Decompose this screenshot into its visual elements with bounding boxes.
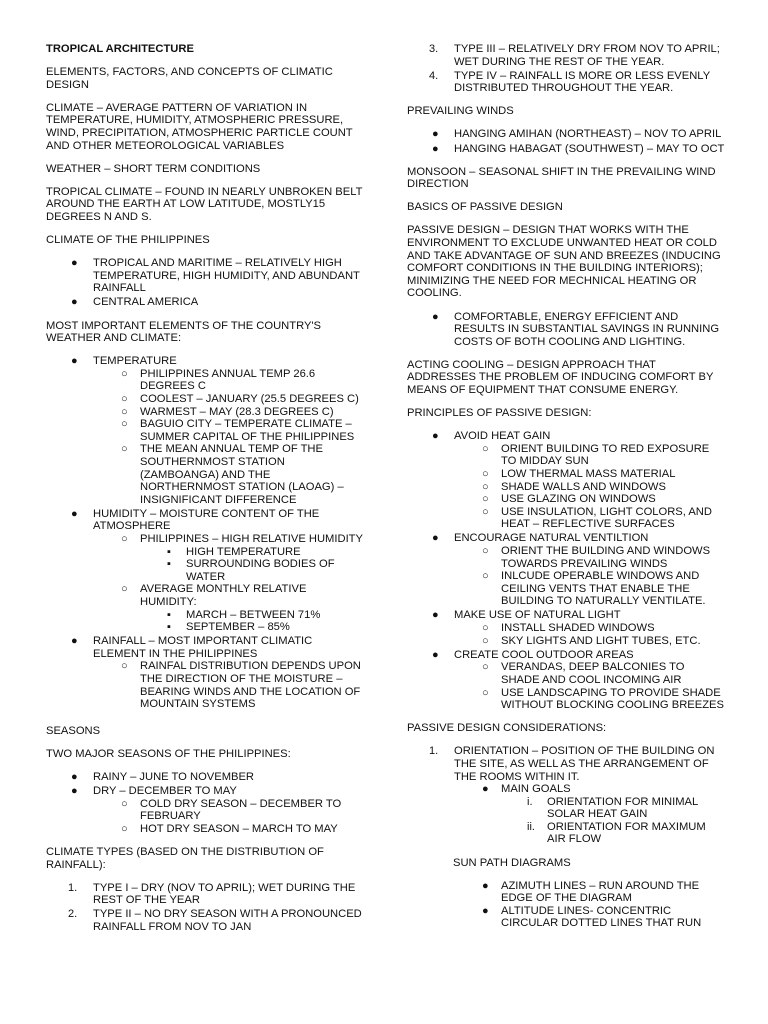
bullet-icon: ● — [71, 296, 78, 309]
list-item: ▪ SURROUNDING BODIES OF WATER — [167, 558, 335, 583]
list-item-natural-light: ● MAKE USE OF NATURAL LIGHT ○ INSTALL SHADED WINDOWS ○ SKY LIGHTS AND LIGHT TUBES, ETC. — [407, 609, 725, 647]
temperature-sublist — [93, 368, 364, 507]
list-item: ▪ MARCH – BETWEEN 71% — [167, 608, 321, 621]
climate-philippines-heading: CLIMATE OF THE PHILIPPINES — [46, 234, 210, 247]
list-number: ii. — [527, 820, 535, 833]
rainfall-sublist — [93, 660, 364, 710]
circle-bullet-icon: ○ — [482, 505, 489, 518]
avoid-heat-sublist — [454, 443, 725, 531]
bullet-icon: ● — [71, 355, 78, 368]
list-item: ● HANGING AMIHAN (NORTHEAST) – NOV TO APRIL — [432, 128, 722, 141]
list-item: ● COMFORTABLE, ENERGY EFFICIENT AND RESULTS IN SUBSTANTIAL SAVINGS IN RUNNING COSTS OF BOTH COOLING AND LIGHTING. — [432, 310, 720, 348]
bullet-icon: ● — [432, 430, 439, 443]
humidity-sublist — [93, 533, 364, 634]
two-seasons-heading: TWO MAJOR SEASONS OF THE PHILIPPINES: — [46, 747, 291, 760]
circle-bullet-icon: ○ — [121, 367, 128, 380]
list-number: 2. — [68, 908, 78, 921]
list-item: ● HANGING HABAGAT (SOUTHWEST) – MAY TO OCT — [432, 142, 725, 155]
basics-heading: BASICS OF PASSIVE DESIGN — [407, 201, 563, 214]
square-bullet-icon: ▪ — [167, 608, 171, 621]
list-item: ○ COOLEST – JANUARY (25.5 DEGREES C) — [121, 392, 359, 405]
circle-bullet-icon: ○ — [121, 660, 128, 673]
document-title: TROPICAL ARCHITECTURE — [46, 43, 194, 55]
main-goals-list — [454, 783, 725, 846]
list-item: ○ SHADE WALLS AND WINDOWS — [482, 480, 666, 493]
high-humidity-sublist — [140, 546, 364, 584]
principles-heading: PRINCIPLES OF PASSIVE DESIGN: — [407, 407, 592, 420]
ventilation-sublist — [454, 545, 725, 608]
list-number: 3. — [429, 43, 439, 55]
cool-outdoor-sublist — [454, 661, 725, 711]
climate-definition: CLIMATE – AVERAGE PATTERN OF VARIATION IN TEMPERATURE, HUMIDITY, ATMOSPHERIC PRESSURE, WIND, PRECIPITATION, ATMOSPHERIC PARTICLE COUNT AND OTHER METEOROLOGICAL VARIABLES — [46, 101, 353, 152]
list-item: 4. TYPE IV – RAINFALL IS MORE OR LESS EVENLY DISTRIBUTED THROUGHOUT THE YEAR. — [429, 69, 710, 95]
list-item: ○ AVERAGE MONTHLY RELATIVE HUMIDITY: ▪ MARCH – BETWEEN 71% ▪ SEPTEMBER – 85% — [93, 583, 364, 633]
climate-types-list-continued — [407, 43, 725, 95]
considerations-list — [407, 745, 725, 846]
bullet-icon: ● — [432, 532, 439, 545]
bullet-icon: ● — [432, 128, 439, 141]
acting-cooling-definition: ACTING COOLING – DESIGN APPROACH THAT ADDRESSES THE PROBLEM OF INDUCING COMFORT BY MEANS OF EQUIPMENT THAT CONSUME ENERGY. — [407, 358, 714, 396]
passive-design-list — [407, 311, 725, 349]
weather-definition: WEATHER – SHORT TERM CONDITIONS — [46, 162, 261, 175]
list-number: i. — [527, 795, 533, 808]
list-item: ● ALTITUDE LINES- CONCENTRIC CIRCULAR DOTTED LINES THAT RUN — [482, 904, 702, 930]
list-item: ● CENTRAL AMERICA — [71, 296, 199, 309]
important-elements-heading: MOST IMPORTANT ELEMENTS OF THE COUNTRY'S WEATHER AND CLIMATE: — [46, 319, 322, 345]
list-item: ○ USE GLAZING ON WINDOWS — [482, 493, 656, 506]
circle-bullet-icon: ○ — [121, 418, 128, 431]
bullet-icon: ● — [432, 609, 439, 622]
circle-bullet-icon: ○ — [482, 493, 489, 506]
list-number: 4. — [429, 69, 439, 82]
list-item: ○ USE INSULATION, LIGHT COLORS, AND HEAT – REFLECTIVE SURFACES — [482, 505, 712, 531]
prevailing-winds-heading: PREVAILING WINDS — [407, 105, 514, 118]
list-item: ○ INLCUDE OPERABLE WINDOWS AND CEILING VENTS THAT ENABLE THE BUILDING TO NATURALLY VENTILATE. — [482, 570, 706, 608]
list-item-humidity: ● HUMIDITY – MOISTURE CONTENT OF THE ATMOSPHERE ○ PHILIPPINES – HIGH RELATIVE HUMIDITY ▪ HIGH TEMPERATURE ▪ SURROUNDING BODIES OF WATER ○ AVERAGE MONTHLY RELATIVE HUMIDITY: ▪ MARCH – BETWEEN 71% ▪ SEPTEMBER – 85% — [71, 507, 363, 634]
list-item: ○ VERANDAS, DEEP BALCONIES TO SHADE AND COOL INCOMING AIR — [482, 661, 685, 686]
list-item: ○ INSTALL SHADED WINDOWS — [482, 622, 655, 635]
sun-path-heading: SUN PATH DIAGRAMS — [453, 856, 571, 869]
list-item: ii. ORIENTATION FOR MAXIMUM AIR FLOW — [527, 820, 706, 846]
principles-list — [407, 430, 725, 712]
circle-bullet-icon: ○ — [482, 442, 489, 455]
important-elements-list — [46, 355, 364, 711]
elements-heading: ELEMENTS, FACTORS, AND CONCEPTS OF CLIMATIC DESIGN — [46, 66, 333, 91]
list-item-avoid-heat: ● AVOID HEAT GAIN ○ ORIENT BUILDING TO RED EXPOSURE TO MIDDAY SUN ○ LOW THERMAL MASS MATERIAL ○ SHADE WALLS AND WINDOWS ○ USE GLAZING ON WINDOWS ○ USE INSULATION, LIGHT COLORS, AND HEAT – REFLECTIVE SURFACES — [407, 430, 725, 531]
circle-bullet-icon: ○ — [482, 570, 489, 583]
list-item: ○ LOW THERMAL MASS MATERIAL — [482, 467, 676, 480]
list-number: 1. — [68, 881, 78, 894]
circle-bullet-icon: ○ — [482, 661, 489, 674]
circle-bullet-icon: ○ — [482, 467, 489, 480]
circle-bullet-icon: ○ — [482, 634, 489, 647]
circle-bullet-icon: ○ — [482, 622, 489, 635]
avg-humidity-sublist — [140, 609, 364, 634]
bullet-icon: ● — [71, 257, 78, 270]
prevailing-winds-list — [407, 128, 725, 155]
square-bullet-icon: ▪ — [167, 558, 171, 571]
list-item: ○ ORIENT THE BUILDING AND WINDOWS TOWARDS PREVAILING WINDS — [482, 545, 711, 570]
bullet-icon: ● — [482, 783, 489, 796]
list-item-temperature: ● TEMPERATURE ○ PHILIPPINES ANNUAL TEMP 26.6 DEGREES C ○ COOLEST – JANUARY (25.5 DEGREES C) ○ WARMEST – MAY (28.3 DEGREES C) ○ BAGUIO CITY – TEMPERATE CLIMATE – SUMMER CAPITAL OF THE PHILIPPINES ○ THE MEAN ANNUAL TEMP OF THE SOUTHERNMOST STATION (ZAMBOANGA) AND THE NORTHERNMOST STATION (LAOAG) – INSIGNIFICANT DIFFERENCE — [46, 355, 364, 506]
bullet-icon: ● — [71, 785, 78, 798]
list-item-orientation: 1. ORIENTATION – POSITION OF THE BUILDING ON THE SITE, AS WELL AS THE ARRANGEMENT OF THE ROOMS WITHIN IT. ● MAIN GOALS i. ORIENTATION FOR MINIMAL SOLAR HEAT GAIN ii. ORIENTATION FOR MAXIMUM AIR FLOW — [407, 745, 725, 846]
climate-philippines-list — [46, 257, 364, 309]
list-item: ● TROPICAL AND MARITIME – RELATIVELY HIGH TEMPERATURE, HIGH HUMIDITY, AND ABUNDANT RAINFALL — [71, 257, 360, 295]
list-item-rainfall: ● RAINFALL – MOST IMPORTANT CLIMATIC ELEMENT IN THE PHILIPPINES ○ RAINFAL DISTRIBUTION DEPENDS UPON THE DIRECTION OF THE MOISTURE – BEARING WINDS AND THE LOCATION OF MOUNTAIN SYSTEMS — [46, 635, 364, 711]
bullet-icon: ● — [71, 771, 78, 783]
considerations-heading: PASSIVE DESIGN CONSIDERATIONS: — [407, 722, 607, 735]
seasons-list — [46, 771, 364, 835]
list-item: ○ COLD DRY SEASON – DECEMBER TO FEBRUARY — [121, 797, 342, 823]
list-item: ○ SKY LIGHTS AND LIGHT TUBES, ETC. — [482, 634, 701, 647]
list-item: ○ HOT DRY SEASON – MARCH TO MAY — [121, 822, 338, 835]
list-item: ○ PHILIPPINES ANNUAL TEMP 26.6 DEGREES C — [121, 367, 316, 393]
list-item: ▪ SEPTEMBER – 85% — [167, 621, 290, 634]
list-item: ○ PHILIPPINES – HIGH RELATIVE HUMIDITY ▪ HIGH TEMPERATURE ▪ SURROUNDING BODIES OF WATER — [121, 533, 363, 583]
list-item: ○ WARMEST – MAY (28.3 DEGREES C) — [121, 405, 334, 418]
goals-sublist — [501, 796, 725, 846]
passive-design-definition: PASSIVE DESIGN – DESIGN THAT WORKS WITH THE ENVIRONMENT TO EXCLUDE UNWANTED HEAT OR COLD AND TAKE ADVANTAGE OF SUN AND BREEZES (INDUCING COMFORT CONDITIONS IN THE BUILDING INTERIORS); MINIMIZING THE NEED FOR MECHNICAL HEATING OR COOLING. — [407, 224, 721, 300]
circle-bullet-icon: ○ — [121, 822, 128, 835]
monsoon-definition: MONSOON – SEASONAL SHIFT IN THE PREVAILING WIND DIRECTION — [407, 165, 716, 191]
square-bullet-icon: ▪ — [167, 545, 171, 558]
list-item: 3. TYPE III – RELATIVELY DRY FROM NOV TO APRIL; WET DURING THE REST OF THE YEAR. — [429, 43, 720, 68]
circle-bullet-icon: ○ — [121, 533, 128, 545]
climate-types-list — [46, 882, 364, 934]
list-item: ○ THE MEAN ANNUAL TEMP OF THE SOUTHERNMOST STATION (ZAMBOANGA) AND THE NORTHERNMOST STATION (LAOAG) – INSIGNIFICANT DIFFERENCE — [121, 443, 344, 506]
circle-bullet-icon: ○ — [482, 480, 489, 493]
list-item-natural-ventilation: ● ENCOURAGE NATURAL VENTILTION ○ ORIENT THE BUILDING AND WINDOWS TOWARDS PREVAILING WINDS ○ INLCUDE OPERABLE WINDOWS AND CEILING VENTS THAT ENABLE THE BUILDING TO NATURALLY VENTILATE. — [407, 532, 725, 608]
list-item: ● AZIMUTH LINES – RUN AROUND THE EDGE OF THE DIAGRAM — [482, 879, 700, 905]
list-item: ▪ HIGH TEMPERATURE — [167, 545, 301, 558]
list-item: ○ USE LANDSCAPING TO PROVIDE SHADE WITHOUT BLOCKING COOLING BREEZES — [482, 686, 724, 712]
list-item: i. ORIENTATION FOR MINIMAL SOLAR HEAT GAIN — [527, 795, 698, 821]
climate-types-heading: CLIMATE TYPES (BASED ON THE DISTRIBUTION OF RAINFALL): — [46, 845, 324, 871]
list-item: ○ ORIENT BUILDING TO RED EXPOSURE TO MIDDAY SUN — [482, 442, 710, 468]
left-column — [46, 43, 364, 944]
circle-bullet-icon: ○ — [121, 797, 128, 810]
dry-season-sublist — [93, 798, 364, 836]
list-item: ● MAIN GOALS i. ORIENTATION FOR MINIMAL SOLAR HEAT GAIN ii. ORIENTATION FOR MAXIMUM AIR FLOW — [454, 783, 725, 846]
sun-path-list — [407, 880, 725, 930]
circle-bullet-icon: ○ — [121, 405, 128, 418]
list-item: 2. TYPE II – NO DRY SEASON WITH A PRONOUNCED RAINFALL FROM NOV TO JAN — [68, 908, 362, 933]
circle-bullet-icon: ○ — [482, 545, 489, 557]
list-item: ● DRY – DECEMBER TO MAY ○ COLD DRY SEASON – DECEMBER TO FEBRUARY ○ HOT DRY SEASON – MARCH TO MAY — [46, 785, 364, 835]
bullet-icon: ● — [71, 507, 78, 520]
list-item: 1. TYPE I – DRY (NOV TO APRIL); WET DURING THE REST OF THE YEAR — [68, 881, 356, 907]
bullet-icon: ● — [432, 310, 439, 323]
tropical-climate-definition: TROPICAL CLIMATE – FOUND IN NEARLY UNBROKEN BELT AROUND THE EARTH AT LOW LATITUDE, MOSTLY15 DEGREES N AND S. — [46, 185, 363, 223]
bullet-icon: ● — [432, 648, 439, 661]
bullet-icon: ● — [71, 635, 78, 648]
list-item: ○ BAGUIO CITY – TEMPERATE CLIMATE – SUMMER CAPITAL OF THE PHILIPPINES — [121, 418, 355, 443]
circle-bullet-icon: ○ — [482, 686, 489, 699]
right-column — [407, 43, 725, 941]
circle-bullet-icon: ○ — [121, 392, 128, 405]
list-number: 1. — [429, 745, 439, 758]
bullet-icon: ● — [482, 879, 489, 892]
square-bullet-icon: ▪ — [167, 621, 171, 634]
list-item: ● RAINY – JUNE TO NOVEMBER — [71, 771, 255, 783]
circle-bullet-icon: ○ — [121, 583, 128, 596]
list-item: ○ RAINFAL DISTRIBUTION DEPENDS UPON THE DIRECTION OF THE MOISTURE – BEARING WINDS AND THE LOCATION OF MOUNTAIN SYSTEMS — [121, 660, 361, 711]
circle-bullet-icon: ○ — [121, 443, 128, 456]
bullet-icon: ● — [432, 142, 439, 155]
natural-light-sublist — [454, 622, 725, 647]
bullet-icon: ● — [482, 904, 489, 917]
list-item-cool-outdoor: ● CREATE COOL OUTDOOR AREAS ○ VERANDAS, DEEP BALCONIES TO SHADE AND COOL INCOMING AIR ○ USE LANDSCAPING TO PROVIDE SHADE WITHOUT BLOCKING COOLING BREEZES — [432, 648, 724, 712]
seasons-heading: SEASONS — [46, 724, 101, 737]
